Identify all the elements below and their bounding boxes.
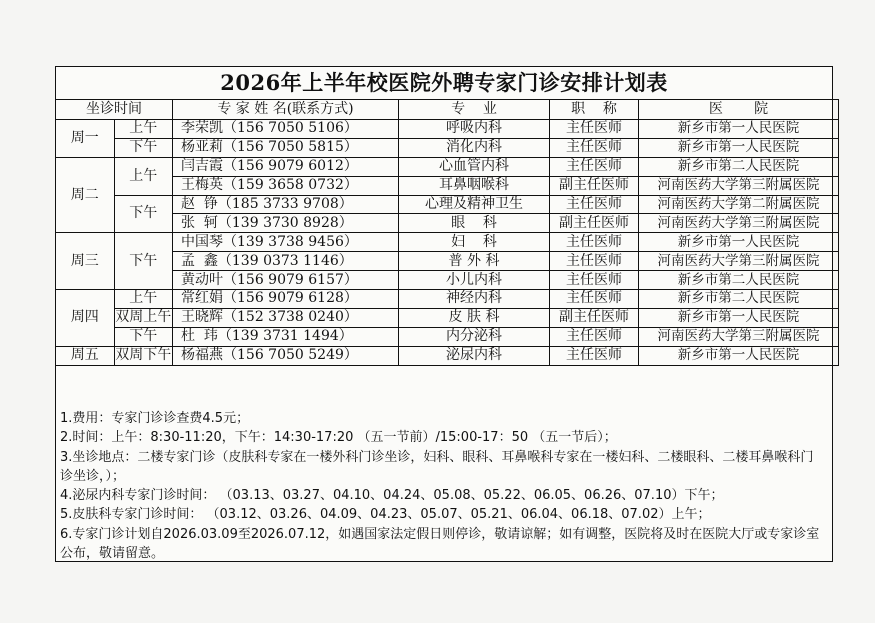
- half-cell: 下午: [114, 327, 173, 346]
- day-cell: 周四: [56, 290, 115, 347]
- hospital-cell: 新乡市第二人民医院: [639, 271, 839, 290]
- hospital-cell: 河南医药大学第二附属医院: [639, 195, 839, 214]
- name-cell: 赵 铮（185 3733 9708）: [173, 195, 399, 214]
- hospital-cell: 河南医药大学第三附属医院: [639, 327, 839, 346]
- name-cell: 王梅英（159 3658 0732）: [173, 176, 399, 195]
- half-cell: 下午: [114, 195, 173, 233]
- half-cell: 双周下午: [115, 347, 172, 364]
- table-row: [56, 233, 839, 252]
- day-cell: 周五: [56, 346, 115, 365]
- name-cell: 中国琴（139 3738 9456）: [173, 233, 399, 252]
- note-dermatology-dates: 5.皮肤科专家门诊时间： （03.12、03.26、04.09、04.23、05.07、05.21、06.04、06.18、07.02）上午；: [60, 507, 711, 523]
- title-cell: 副主任医师: [550, 214, 639, 233]
- name-cell: 王晓辉（152 3738 0240）: [173, 308, 399, 327]
- table-row: [56, 346, 839, 365]
- title-cell: 主任医师: [550, 233, 639, 252]
- header-name: 专 家 姓 名(联系方式): [173, 100, 399, 120]
- title-cell: 主任医师: [550, 327, 639, 346]
- table-row: [56, 195, 839, 214]
- specialty-cell: 普 外 科: [399, 252, 550, 271]
- specialty-cell: 心血管内科: [399, 157, 550, 176]
- schedule-table: [55, 99, 839, 366]
- header-title: 职 称: [550, 100, 639, 120]
- table-row: [56, 308, 839, 327]
- hospital-cell: 新乡市第二人民医院: [639, 157, 839, 176]
- half-cell: 双周上午: [115, 309, 172, 326]
- note-plan-period: 6.专家门诊计划自2026.03.09至2026.07.12，如遇国家法定假日则停诊，敬请谅解；如有调整，医院将及时在医院大厅或专家诊室公布，敬请留意。: [60, 526, 820, 562]
- name-cell: 杨福燕（156 7050 5249）: [173, 346, 399, 365]
- title-cell: 主任医师: [550, 271, 639, 290]
- half-cell: 下午: [114, 233, 173, 290]
- title-cell: 主任医师: [550, 290, 639, 309]
- specialty-cell: 心理及精神卫生: [399, 195, 550, 214]
- specialty-cell: 泌尿内科: [399, 346, 550, 365]
- half-cell: 上午: [114, 157, 173, 195]
- note-location: 3.坐诊地点：二楼专家门诊（皮肤科专家在一楼外科门诊坐诊，妇科、眼科、耳鼻喉科专家在一楼妇科、二楼眼科、二楼耳鼻喉科门诊坐诊，）；: [60, 449, 814, 484]
- hospital-cell: 河南医药大学第三附属医院: [639, 214, 839, 233]
- table-row: [56, 138, 839, 157]
- title-cell: 主任医师: [550, 195, 639, 214]
- name-cell: 杨亚莉（156 7050 5815）: [173, 138, 399, 157]
- table-row: [56, 157, 839, 176]
- title-cell: 主任医师: [550, 346, 639, 365]
- specialty-cell: 妇 科: [399, 233, 550, 252]
- title-cell: 副主任医师: [550, 176, 639, 195]
- title-cell: 副主任医师: [550, 308, 639, 327]
- header-specialty: 专 业: [399, 100, 550, 120]
- name-cell: 张 轲（139 3730 8928）: [173, 214, 399, 233]
- day-cell: 周三: [56, 233, 115, 290]
- note-urology-dates: 4.泌尿内科专家门诊时间： （03.13、03.27、04.10、04.24、05.08、05.22、06.05、06.26、07.10）下午；: [60, 488, 724, 504]
- table-row: [56, 271, 839, 290]
- hospital-cell: 新乡市第一人民医院: [639, 233, 839, 252]
- table-row: [56, 252, 839, 271]
- specialty-cell: 神经内科: [399, 290, 550, 309]
- name-cell: 闫吉霞（156 9079 6012）: [173, 157, 399, 176]
- name-cell: 常红娟（156 9079 6128）: [173, 290, 399, 309]
- name-cell: 孟 鑫（139 0373 1146）: [173, 252, 399, 271]
- half-cell: 下午: [114, 138, 173, 157]
- day-cell: 周二: [56, 157, 115, 233]
- name-cell: 李荣凯（156 7050 5106）: [173, 120, 399, 139]
- schedule-sheet: [55, 66, 833, 562]
- hospital-cell: 新乡市第二人民医院: [639, 290, 839, 309]
- half-cell: 上午: [114, 120, 173, 139]
- hospital-cell: 河南医药大学第三附属医院: [639, 252, 839, 271]
- title-cell: 主任医师: [550, 157, 639, 176]
- notes-section: [60, 409, 826, 563]
- hospital-cell: 河南医药大学第三附属医院: [639, 176, 839, 195]
- table-row: [56, 120, 839, 139]
- half-cell: 上午: [114, 290, 173, 309]
- title-cell: 主任医师: [550, 138, 639, 157]
- specialty-cell: 消化内科: [399, 138, 550, 157]
- header-hospital: 医 院: [639, 100, 839, 120]
- table-row: [56, 327, 839, 346]
- table-row: [56, 290, 839, 309]
- hospital-cell: 新乡市第一人民医院: [639, 120, 839, 139]
- specialty-cell: 呼吸内科: [399, 120, 550, 139]
- header-time: 坐诊时间: [56, 100, 173, 120]
- specialty-cell: 内分泌科: [399, 327, 550, 346]
- schedule-title: 2026年上半年校医院外聘专家门诊安排计划表: [220, 70, 668, 95]
- specialty-cell: 皮 肤 科: [399, 308, 550, 327]
- name-cell: 杜 玮（139 3731 1494）: [173, 327, 399, 346]
- specialty-cell: 眼 科: [399, 214, 550, 233]
- title-cell: 主任医师: [550, 252, 639, 271]
- day-cell: 周一: [56, 120, 115, 158]
- table-row: [56, 176, 839, 195]
- hospital-cell: 新乡市第一人民医院: [639, 308, 839, 327]
- table-row: [56, 214, 839, 233]
- note-time: 2.时间：上午：8:30-11:20，下午：14:30-17:20 （五一节前）/15:00-17：50 （五一节后）；: [60, 430, 617, 446]
- hospital-cell: 新乡市第一人民医院: [639, 138, 839, 157]
- title-cell: 主任医师: [550, 120, 639, 139]
- specialty-cell: 耳鼻咽喉科: [399, 176, 550, 195]
- note-fee: 1.费用：专家门诊诊查费4.5元；: [60, 411, 250, 426]
- specialty-cell: 小儿内科: [399, 271, 550, 290]
- hospital-cell: 新乡市第一人民医院: [639, 346, 839, 365]
- name-cell: 黄动叶（156 9079 6157）: [173, 271, 399, 290]
- table-header-row: [56, 100, 839, 120]
